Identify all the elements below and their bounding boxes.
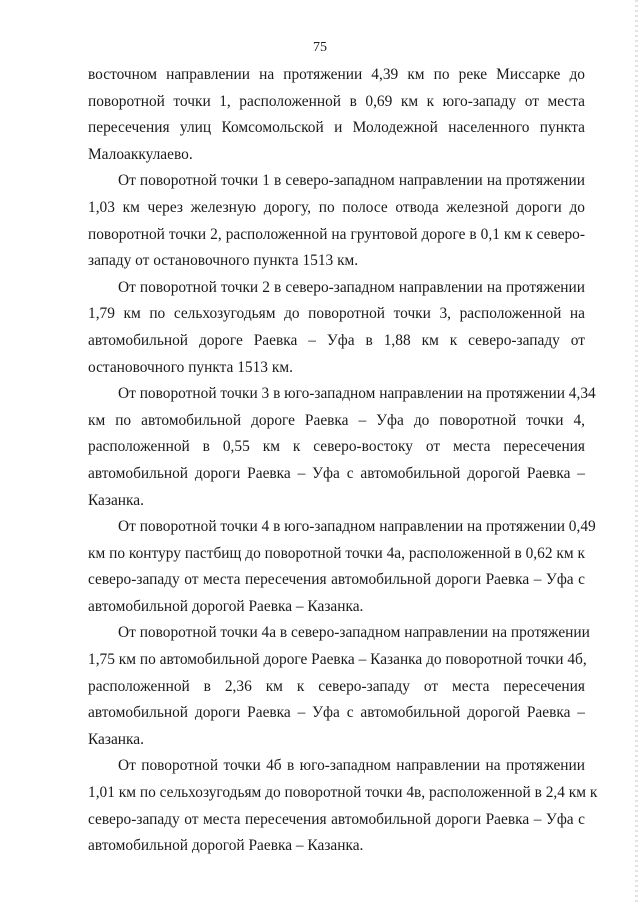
text-line: От поворотной точки 4а в северо-западном направлении на протяжении xyxy=(118,624,590,642)
paragraph xyxy=(88,275,585,381)
page-number: 75 xyxy=(313,40,327,55)
text-line: От поворотной точки 4 в юго-западном направлении на протяжении 0,49 xyxy=(118,518,596,536)
text-line: расположенной в 2,36 км к северо-западу от места пересечения xyxy=(88,677,585,695)
text-line: Казанка. xyxy=(88,491,144,509)
text-line: автомобильной дорогой Раевка – Казанка. xyxy=(88,837,364,855)
text-line: северо-западу от места пересечения автомобильной дороги Раевка – Уфа с xyxy=(88,810,585,828)
paragraph xyxy=(88,62,585,168)
text-line: автомобильной дороги Раевка – Уфа с автомобильной дорогой Раевка – xyxy=(88,704,585,722)
text-line: км по контуру пастбищ до поворотной точки 4а, расположенной в 0,62 км к xyxy=(88,544,585,562)
text-line: расположенной в 0,55 км к северо-востоку от места пересечения xyxy=(88,438,585,456)
text-line: поворотной точки 1, расположенной в 0,69 км к юго-западу от места xyxy=(88,92,585,110)
text-line: северо-западу от места пересечения автомобильной дороги Раевка – Уфа с xyxy=(88,571,585,589)
text-line: От поворотной точки 4б в юго-западном направлении на протяжении xyxy=(118,757,585,775)
scan-edge-artifact xyxy=(635,0,638,905)
text-line: поворотной точки 2, расположенной на грунтовой дороге в 0,1 км к северо- xyxy=(88,225,585,243)
text-line: западу от остановочного пункта 1513 км. xyxy=(88,252,359,270)
paragraph xyxy=(88,168,585,274)
paragraph xyxy=(88,620,590,753)
text-line: 1,79 км по сельхозугодьям до поворотной точки 3, расположенной на xyxy=(88,305,585,323)
text-line: восточном направлении на протяжении 4,39 км по реке Миссарке до xyxy=(88,66,585,83)
text-line: 1,01 км по сельхозугодьям до поворотной точки 4в, расположенной в 2,4 км к xyxy=(88,784,598,802)
text-line: 1,03 км через железную дорогу, по полосе отвода железной дороги до xyxy=(88,198,585,216)
text-line: Малоаккулаево. xyxy=(88,145,193,163)
text-line: автомобильной дороги Раевка – Уфа с автомобильной дорогой Раевка – xyxy=(88,464,585,482)
text-line: автомобильной дороге Раевка – Уфа в 1,88 км к северо-западу от xyxy=(88,331,585,349)
text-line: 1,75 км по автомобильной дороге Раевка – Казанка до поворотной точки 4б, xyxy=(88,651,587,669)
paragraph xyxy=(88,381,596,514)
document-body xyxy=(88,62,598,860)
text-line: пересечения улиц Комсомольской и Молодежной населенного пункта xyxy=(88,119,585,137)
text-line: От поворотной точки 2 в северо-западном направлении на протяжении xyxy=(118,278,585,296)
text-line: км по автомобильной дороге Раевка – Уфа до поворотной точки 4, xyxy=(88,411,585,429)
paragraph xyxy=(88,514,596,620)
text-line: Казанка. xyxy=(88,730,144,748)
text-line: От поворотной точки 3 в юго-западном направлении на протяжении 4,34 xyxy=(118,385,596,403)
paragraph xyxy=(88,753,598,859)
text-line: От поворотной точки 1 в северо-западном направлении на протяжении xyxy=(118,172,585,190)
text-line: остановочного пункта 1513 км. xyxy=(88,358,293,376)
text-line: автомобильной дорогой Раевка – Казанка. xyxy=(88,597,364,615)
